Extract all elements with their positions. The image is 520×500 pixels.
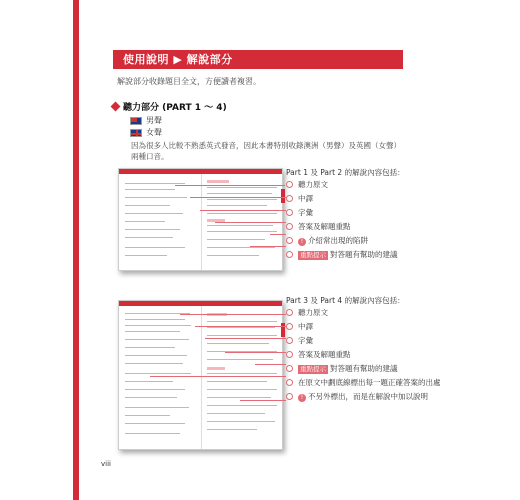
legend-item: 中譯	[286, 321, 486, 332]
legend-item: 字彙	[286, 207, 486, 218]
legend-item: 字彙	[286, 335, 486, 346]
legend-part1-2	[286, 167, 486, 263]
tip-icon: !	[298, 238, 306, 246]
legend-item: 聽力原文	[286, 179, 486, 190]
diamond-icon	[111, 102, 121, 112]
australia-flag-icon	[130, 117, 142, 125]
page-edge-bar	[73, 0, 79, 500]
sample-page-divider	[201, 174, 202, 270]
legend-item: 答案及解題重點	[286, 221, 486, 232]
legend-item: 聽力原文	[286, 307, 486, 318]
advice-badge: 重點提示	[300, 365, 326, 373]
legend2-tip-text: 不另外標出，而是在解說中加以說明	[308, 392, 428, 401]
page-number: viii	[101, 460, 111, 468]
sample-page-divider	[201, 306, 202, 449]
legend-item: 答案及解題重點	[286, 349, 486, 360]
section-header: 使用說明 ▶ 解說部分	[113, 50, 403, 69]
tip-icon: !	[298, 394, 306, 402]
uk-flag-icon	[130, 129, 142, 137]
listening-description: 因為很多人比較不熟悉英式發音，因此本書特別收錄澳洲（男聲）及英國（女聲）兩種口音。	[131, 141, 401, 161]
male-voice-row	[130, 115, 162, 126]
intro-text: 解說部分收錄題目全文，方便讀者複習。	[117, 77, 261, 86]
legend1-heading: Part 1 及 Part 2 的解說內容包括：	[286, 168, 405, 177]
female-voice-label: 女聲	[146, 128, 162, 137]
legend2-advice-text: 對答題有幫助的建議	[330, 364, 398, 373]
sample-page-part3-4	[118, 300, 283, 450]
advice-badge: 重點提示	[300, 251, 326, 259]
legend1-tip-text: 介紹常出現的陷阱	[308, 236, 368, 245]
legend2-heading: Part 3 及 Part 4 的解說內容包括：	[286, 296, 405, 305]
legend-item-advice	[286, 249, 486, 260]
female-voice-row	[130, 127, 162, 138]
listening-title-text: 聽力部分 (PART 1 ～ 4)	[123, 103, 227, 113]
legend-item-advice	[286, 363, 486, 374]
legend-item-tip	[286, 391, 456, 402]
sample-page-part1-2	[118, 168, 283, 271]
listening-title	[112, 100, 227, 113]
male-voice-label: 男聲	[146, 116, 162, 125]
legend1-advice-text: 對答題有幫助的建議	[330, 250, 398, 259]
legend-item-underline: 在原文中劃底線標出每一題正確答案的出處	[286, 377, 456, 388]
legend-item: 中譯	[286, 193, 486, 204]
legend-part3-4	[286, 295, 486, 405]
legend-item-tip	[286, 235, 486, 246]
